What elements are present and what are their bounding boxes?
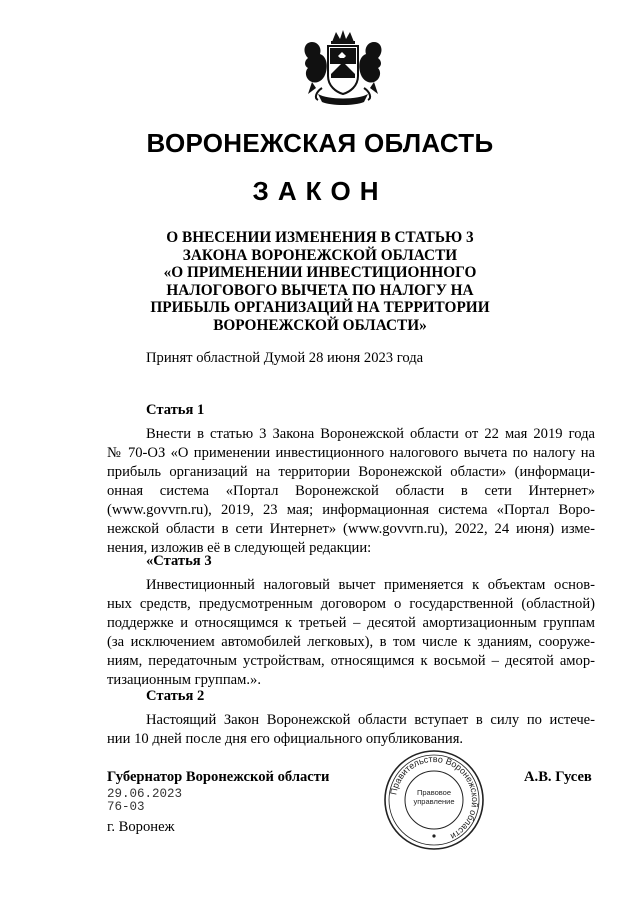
document-type: ЗАКОН (252, 176, 388, 206)
article-1-line: нежской области в сети Интернет» (www.govvrn.ru), 2022, 24 июня) изме- (107, 521, 595, 537)
signatory-position: Губернатор Воронежской области (107, 769, 330, 785)
law-title (0, 229, 640, 335)
article-2-heading: Статья 2 (146, 688, 205, 704)
signing-date: 29.06.2023 (107, 787, 183, 801)
quoted-article-line: тизационным группам.». (107, 672, 261, 688)
quoted-article-line: ных средств, предусмотренным договором о государственной (областной) (107, 596, 595, 612)
article-1-line: (www.govvrn.ru), 2019, 23 мая; информационная система «Портал Воро- (107, 502, 595, 518)
article-1-line: № 70-ОЗ «О применении инвестиционного налогового вычета по налогу на (107, 445, 595, 461)
quoted-article-line: Инвестиционный налоговый вычет применяется к объектам основ- (146, 577, 595, 593)
article-2-line: Настоящий Закон Воронежской области вступает в силу по истече- (146, 712, 595, 728)
quoted-article-line: ниям, передаточным устройствам, относящимся к восьмой – десятой амор- (107, 653, 595, 669)
signing-city: г. Воронеж (107, 819, 175, 835)
region-heading: ВОРОНЕЖСКАЯ ОБЛАСТЬ (146, 128, 494, 158)
article-1-heading: Статья 1 (146, 402, 205, 418)
stamp-ring-text: Правительство Воронежской области (388, 753, 481, 842)
law-title-line: НАЛОГОВОГО ВЫЧЕТА ПО НАЛОГУ НА (166, 281, 474, 299)
official-stamp (382, 748, 486, 852)
adoption-note: Принят областной Думой 28 июня 2023 года (146, 350, 424, 366)
quoted-article-line: поддержке и относящимся к третьей – десятой амортизационным группам (107, 615, 595, 631)
quoted-article-line: (за исключением автомобилей легковых), в том числе к зданиям, сооруже- (107, 634, 595, 650)
article-1-line: прибыль организаций на территории Воронежской области» (информаци- (107, 464, 595, 480)
law-title-line: О ВНЕСЕНИИ ИЗМЕНЕНИЯ В СТАТЬЮ 3 (166, 229, 474, 246)
law-number: 76-03 (107, 800, 145, 814)
law-title-line: ЗАКОНА ВОРОНЕЖСКОЙ ОБЛАСТИ (182, 246, 458, 264)
law-title-line: ПРИБЫЛЬ ОРГАНИЗАЦИЙ НА ТЕРРИТОРИИ (150, 299, 490, 317)
coat-of-arms-emblem (298, 28, 388, 106)
article-2-line: нии 10 дней после дня его официального опубликования. (107, 731, 464, 747)
article-1-line: онная система «Портал Воронежской области в сети Интернет» (107, 483, 595, 499)
article-1-line: Внести в статью 3 Закона Воронежской области от 22 мая 2019 года (146, 426, 595, 442)
law-title-line: ВОРОНЕЖСКОЙ ОБЛАСТИ» (213, 316, 427, 334)
signatory-name: А.В. Гусев (524, 769, 592, 785)
article-1-line: нения, изложив её в следующей редакции: (107, 540, 372, 556)
stamp-center-text: Правовое управление (413, 788, 455, 806)
quoted-article-heading: «Статья 3 (146, 553, 212, 569)
law-title-line: «О ПРИМЕНЕНИИ ИНВЕСТИЦИОННОГО (163, 264, 477, 282)
